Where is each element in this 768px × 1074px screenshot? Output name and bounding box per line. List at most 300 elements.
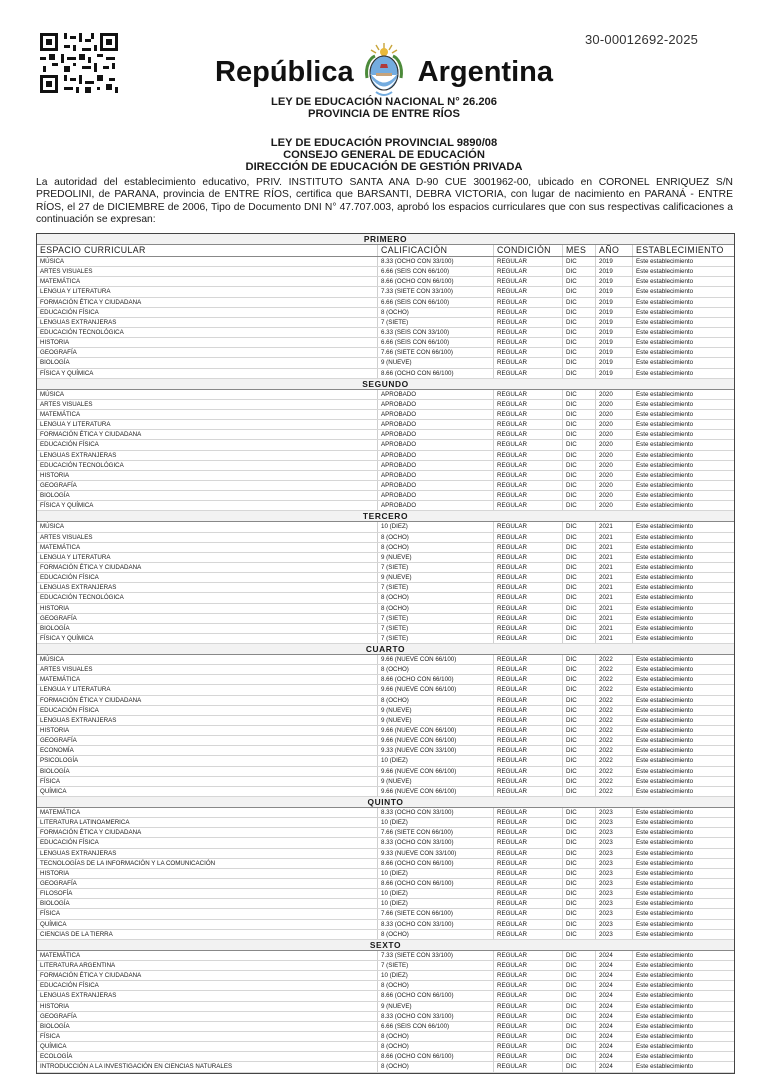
cell-year: 2023: [595, 889, 632, 898]
national-coat-of-arms-icon: [362, 40, 406, 98]
cell-year: 2022: [595, 736, 632, 745]
cell-school: Este establecimiento: [632, 543, 734, 552]
cell-condition: REGULAR: [493, 951, 562, 960]
cell-subject: FORMACIÓN ÉTICA Y CIUDADANA: [40, 298, 142, 306]
cell-year: 2022: [595, 787, 632, 796]
table-row: [37, 665, 734, 675]
cell-grade: 8.33 (OCHO CON 33/100): [377, 920, 493, 929]
cell-grade: 7 (SIETE): [377, 563, 493, 572]
cell-year: 2022: [595, 675, 632, 684]
cell-month: DIC: [562, 369, 595, 378]
cell-year: 2023: [595, 879, 632, 888]
cell-condition: REGULAR: [493, 675, 562, 684]
cell-grade: 7.66 (SIETE CON 66/100): [377, 828, 493, 837]
cell-school: Este establecimiento: [632, 777, 734, 786]
cell-school: Este establecimiento: [632, 1022, 734, 1031]
cell-year: 2019: [595, 267, 632, 276]
table-row: [37, 348, 734, 358]
cell-condition: REGULAR: [493, 604, 562, 613]
table-row: [37, 522, 734, 532]
cell-subject: ECOLOGÍA: [40, 1053, 73, 1061]
cell-school: Este establecimiento: [632, 951, 734, 960]
column-header-row: [37, 245, 734, 257]
cell-grade: 10 (DIEZ): [377, 971, 493, 980]
table-row: [37, 961, 734, 971]
cell-condition: REGULAR: [493, 624, 562, 633]
cell-grade: 10 (DIEZ): [377, 889, 493, 898]
cell-condition: REGULAR: [493, 522, 562, 531]
cell-subject: LENGUAS EXTRANJERAS: [40, 716, 117, 724]
table-row: [37, 696, 734, 706]
cell-grade: 8.33 (OCHO CON 33/100): [377, 838, 493, 847]
cell-grade: 6.66 (SEIS CON 66/100): [377, 1022, 493, 1031]
cell-school: Este establecimiento: [632, 257, 734, 266]
cell-subject: LITERATURA ARGENTINA: [40, 962, 116, 969]
cell-month: DIC: [562, 726, 595, 735]
cell-grade: 6.66 (SEIS CON 66/100): [377, 338, 493, 347]
cell-subject: HISTORIA: [40, 869, 70, 877]
cell-grade: APROBADO: [377, 400, 493, 409]
cell-month: DIC: [562, 491, 595, 500]
cell-condition: REGULAR: [493, 1002, 562, 1011]
cell-condition: REGULAR: [493, 593, 562, 602]
table-row: [37, 390, 734, 400]
cell-grade: APROBADO: [377, 440, 493, 449]
cell-month: DIC: [562, 583, 595, 592]
table-row: [37, 869, 734, 879]
table-row: [37, 706, 734, 716]
cell-school: Este establecimiento: [632, 277, 734, 286]
cell-school: Este establecimiento: [632, 930, 734, 939]
cell-year: 2022: [595, 726, 632, 735]
header-line-province: PROVINCIA DE ENTRE RÍOS: [308, 108, 460, 120]
cell-year: 2019: [595, 287, 632, 296]
cell-condition: REGULAR: [493, 1022, 562, 1031]
cell-month: DIC: [562, 787, 595, 796]
cell-subject: HISTORIA: [40, 339, 70, 347]
cell-month: DIC: [562, 736, 595, 745]
cell-month: DIC: [562, 828, 595, 837]
cell-school: Este establecimiento: [632, 971, 734, 980]
cell-year: 2022: [595, 665, 632, 674]
cell-month: DIC: [562, 1052, 595, 1061]
cell-year: 2020: [595, 410, 632, 419]
cell-month: DIC: [562, 930, 595, 939]
table-row: [37, 420, 734, 430]
cell-subject: MÚSICA: [40, 390, 65, 398]
section-header-tercero: TERCERO: [37, 511, 734, 522]
cell-school: Este establecimiento: [632, 746, 734, 755]
cell-grade: 9 (NUEVE): [377, 777, 493, 786]
table-row: [37, 767, 734, 777]
table-row: [37, 440, 734, 450]
cell-month: DIC: [562, 430, 595, 439]
cell-subject: GEOGRAFÍA: [40, 1012, 77, 1020]
cell-month: DIC: [562, 298, 595, 307]
cell-school: Este establecimiento: [632, 808, 734, 817]
table-row: [37, 328, 734, 338]
cell-year: 2021: [595, 553, 632, 562]
cell-subject: BIOLOGÍA: [40, 900, 70, 908]
cell-month: DIC: [562, 889, 595, 898]
cell-year: 2021: [595, 634, 632, 643]
cell-subject: MÚSICA: [40, 258, 65, 265]
cell-grade: 8 (OCHO): [377, 1032, 493, 1041]
cell-subject: EDUCACIÓN FÍSICA: [40, 441, 99, 449]
cell-subject: ARTES VISUALES: [40, 268, 93, 276]
cell-year: 2024: [595, 961, 632, 970]
table-row: [37, 655, 734, 665]
cell-subject: INTRODUCCIÓN A LA INVESTIGACIÓN EN CIENCIAS NATURALES: [40, 1063, 233, 1071]
cell-year: 2022: [595, 777, 632, 786]
cell-subject: FÍSICA Y QUÍMICA: [40, 369, 94, 377]
cell-school: Este establecimiento: [632, 1042, 734, 1051]
cell-condition: REGULAR: [493, 461, 562, 470]
cell-condition: REGULAR: [493, 533, 562, 542]
cell-month: DIC: [562, 716, 595, 725]
cell-condition: REGULAR: [493, 859, 562, 868]
cell-school: Este establecimiento: [632, 573, 734, 582]
cell-year: 2024: [595, 1012, 632, 1021]
table-row: [37, 369, 734, 379]
cell-subject: LENGUAS EXTRANJERAS: [40, 992, 117, 1000]
cell-school: Este establecimiento: [632, 400, 734, 409]
cell-subject: LENGUA Y LITERATURA: [40, 553, 111, 561]
cell-subject: HISTORIA: [40, 727, 70, 735]
cell-month: DIC: [562, 909, 595, 918]
cell-grade: 7 (SIETE): [377, 614, 493, 623]
cell-subject: FILOSOFÍA: [40, 890, 73, 898]
cell-school: Este establecimiento: [632, 879, 734, 888]
header-line-council: CONSEJO GENERAL DE EDUCACIÓN: [283, 149, 485, 161]
cell-condition: REGULAR: [493, 257, 562, 266]
cell-month: DIC: [562, 838, 595, 847]
cell-subject: GEOGRAFÍA: [40, 737, 77, 745]
cell-school: Este establecimiento: [632, 838, 734, 847]
table-row: [37, 624, 734, 634]
cell-month: DIC: [562, 553, 595, 562]
cell-grade: APROBADO: [377, 390, 493, 399]
cell-school: Este establecimiento: [632, 624, 734, 633]
cell-school: Este establecimiento: [632, 440, 734, 449]
cell-month: DIC: [562, 501, 595, 510]
cell-school: Este establecimiento: [632, 358, 734, 367]
cell-school: Este establecimiento: [632, 909, 734, 918]
cell-school: Este establecimiento: [632, 665, 734, 674]
cell-year: 2021: [595, 604, 632, 613]
cell-month: DIC: [562, 267, 595, 276]
table-row: [37, 501, 734, 511]
cell-subject: GEOGRAFÍA: [40, 614, 77, 622]
table-row: [37, 1002, 734, 1012]
cell-school: Este establecimiento: [632, 522, 734, 531]
cell-school: Este establecimiento: [632, 451, 734, 460]
cell-condition: REGULAR: [493, 298, 562, 307]
cell-year: 2019: [595, 358, 632, 367]
section-header-cuarto: CUARTO: [37, 644, 734, 655]
cell-year: 2023: [595, 909, 632, 918]
cell-school: Este establecimiento: [632, 899, 734, 908]
cell-subject: GEOGRAFÍA: [40, 349, 77, 357]
cell-month: DIC: [562, 400, 595, 409]
table-row: [37, 491, 734, 501]
cell-school: Este establecimiento: [632, 348, 734, 357]
cell-school: Este establecimiento: [632, 787, 734, 796]
cell-subject: BIOLOGÍA: [40, 624, 70, 632]
cell-month: DIC: [562, 358, 595, 367]
cell-school: Este establecimiento: [632, 267, 734, 276]
cell-condition: REGULAR: [493, 277, 562, 286]
cell-month: DIC: [562, 318, 595, 327]
cell-school: Este establecimiento: [632, 920, 734, 929]
cell-year: 2021: [595, 533, 632, 542]
cell-condition: REGULAR: [493, 348, 562, 357]
cell-grade: APROBADO: [377, 491, 493, 500]
cell-year: 2022: [595, 655, 632, 664]
table-row: [37, 400, 734, 410]
cell-condition: REGULAR: [493, 991, 562, 1000]
cell-subject: LENGUAS EXTRANJERAS: [40, 318, 117, 326]
cell-month: DIC: [562, 1022, 595, 1031]
cell-subject: QUÍMICA: [40, 1043, 67, 1051]
table-row: [37, 634, 734, 644]
cell-subject: FORMACIÓN ÉTICA Y CIUDADANA: [40, 563, 142, 571]
cell-school: Este establecimiento: [632, 593, 734, 602]
title-word-right: Argentina: [417, 56, 553, 88]
cell-school: Este establecimiento: [632, 338, 734, 347]
cell-year: 2024: [595, 1032, 632, 1041]
cell-school: Este establecimiento: [632, 716, 734, 725]
table-row: [37, 298, 734, 308]
cell-month: DIC: [562, 1042, 595, 1051]
section-header-quinto: QUINTO: [37, 797, 734, 808]
cell-month: DIC: [562, 277, 595, 286]
cell-grade: APROBADO: [377, 451, 493, 460]
cell-year: 2020: [595, 471, 632, 480]
cell-month: DIC: [562, 808, 595, 817]
cell-month: DIC: [562, 675, 595, 684]
table-row: [37, 481, 734, 491]
table-row: [37, 451, 734, 461]
cell-school: Este establecimiento: [632, 767, 734, 776]
cell-school: Este establecimiento: [632, 655, 734, 664]
cell-month: DIC: [562, 451, 595, 460]
section-header-segundo: SEGUNDO: [37, 379, 734, 390]
header-line-direction: DIRECCIÓN DE EDUCACIÓN DE GESTIÓN PRIVADA: [245, 161, 523, 173]
table-row: [37, 410, 734, 420]
cell-school: Este establecimiento: [632, 869, 734, 878]
cell-month: DIC: [562, 522, 595, 531]
cell-grade: 9 (NUEVE): [377, 553, 493, 562]
table-row: [37, 716, 734, 726]
table-row: [37, 471, 734, 481]
table-row: [37, 951, 734, 961]
table-row: [37, 726, 734, 736]
cell-school: Este establecimiento: [632, 410, 734, 419]
cell-grade: 9.66 (NUEVE CON 66/100): [377, 685, 493, 694]
cell-month: DIC: [562, 920, 595, 929]
cell-subject: GEOGRAFÍA: [40, 880, 77, 888]
cell-grade: 9.66 (NUEVE CON 66/100): [377, 767, 493, 776]
cell-grade: 8.33 (OCHO CON 33/100): [377, 1012, 493, 1021]
cell-year: 2022: [595, 696, 632, 705]
cell-grade: 8 (OCHO): [377, 533, 493, 542]
table-row: [37, 1012, 734, 1022]
cell-subject: FORMACIÓN ÉTICA Y CIUDADANA: [40, 829, 142, 837]
title-word-left: República: [215, 56, 354, 88]
cell-grade: 7 (SIETE): [377, 318, 493, 327]
cell-month: DIC: [562, 756, 595, 765]
cell-year: 2019: [595, 277, 632, 286]
cell-grade: 9 (NUEVE): [377, 573, 493, 582]
cell-grade: 7.66 (SIETE CON 66/100): [377, 348, 493, 357]
cell-grade: APROBADO: [377, 481, 493, 490]
table-row: [37, 1042, 734, 1052]
section-header-primero: PRIMERO: [37, 234, 734, 245]
cell-subject: BIOLOGÍA: [40, 359, 70, 367]
table-row: [37, 859, 734, 869]
cell-condition: REGULAR: [493, 818, 562, 827]
cell-subject: HISTORIA: [40, 604, 70, 612]
table-row: [37, 981, 734, 991]
table-row: [37, 746, 734, 756]
cell-condition: REGULAR: [493, 358, 562, 367]
cell-school: Este establecimiento: [632, 553, 734, 562]
cell-month: DIC: [562, 971, 595, 980]
cell-month: DIC: [562, 604, 595, 613]
table-row: [37, 604, 734, 614]
section-header-sexto: SEXTO: [37, 940, 734, 951]
cell-month: DIC: [562, 593, 595, 602]
cell-school: Este establecimiento: [632, 961, 734, 970]
cell-condition: REGULAR: [493, 410, 562, 419]
cell-condition: REGULAR: [493, 1032, 562, 1041]
cell-year: 2021: [595, 614, 632, 623]
cell-school: Este establecimiento: [632, 706, 734, 715]
cell-condition: REGULAR: [493, 899, 562, 908]
cell-subject: MATEMÁTICA: [40, 951, 81, 959]
cell-year: 2020: [595, 501, 632, 510]
cell-subject: MATEMÁTICA: [40, 410, 81, 418]
table-row: [37, 1052, 734, 1062]
cell-month: DIC: [562, 1062, 595, 1071]
cell-subject: LENGUA Y LITERATURA: [40, 686, 111, 694]
cell-subject: ARTES VISUALES: [40, 533, 93, 541]
cell-month: DIC: [562, 634, 595, 643]
cell-year: 2019: [595, 348, 632, 357]
cell-grade: 8.33 (OCHO CON 33/100): [377, 257, 493, 266]
cell-grade: 8 (OCHO): [377, 930, 493, 939]
cell-school: Este establecimiento: [632, 1012, 734, 1021]
cell-school: Este establecimiento: [632, 849, 734, 858]
cell-subject: EDUCACIÓN FÍSICA: [40, 839, 99, 847]
table-row: [37, 808, 734, 818]
cell-year: 2024: [595, 1022, 632, 1031]
cell-year: 2024: [595, 1052, 632, 1061]
cell-condition: REGULAR: [493, 420, 562, 429]
table-row: [37, 879, 734, 889]
cell-year: 2023: [595, 920, 632, 929]
cell-condition: REGULAR: [493, 634, 562, 643]
cell-year: 2023: [595, 899, 632, 908]
table-row: [37, 553, 734, 563]
cell-condition: REGULAR: [493, 1062, 562, 1071]
header-line-law-national: LEY DE EDUCACIÓN NACIONAL N° 26.206: [271, 96, 497, 108]
cell-condition: REGULAR: [493, 920, 562, 929]
cell-school: Este establecimiento: [632, 1062, 734, 1071]
cell-grade: 8.66 (OCHO CON 66/100): [377, 369, 493, 378]
cell-grade: APROBADO: [377, 410, 493, 419]
cell-grade: 9 (NUEVE): [377, 1002, 493, 1011]
cell-subject: FÍSICA: [40, 910, 60, 918]
cell-condition: REGULAR: [493, 665, 562, 674]
cell-grade: 7 (SIETE): [377, 634, 493, 643]
cell-school: Este establecimiento: [632, 736, 734, 745]
cell-subject: EDUCACIÓN TECNOLÓGICA: [40, 461, 124, 469]
cell-school: Este establecimiento: [632, 501, 734, 510]
cell-subject: HISTORIA: [40, 1002, 70, 1010]
cell-grade: APROBADO: [377, 461, 493, 470]
table-row: [37, 338, 734, 348]
cell-subject: BIOLOGÍA: [40, 767, 70, 775]
cell-grade: APROBADO: [377, 501, 493, 510]
cell-grade: 8.66 (OCHO CON 66/100): [377, 1052, 493, 1061]
cell-month: DIC: [562, 348, 595, 357]
table-row: [37, 267, 734, 277]
cell-school: Este establecimiento: [632, 481, 734, 490]
cell-condition: REGULAR: [493, 777, 562, 786]
cell-subject: LENGUA Y LITERATURA: [40, 288, 111, 296]
table-row: [37, 318, 734, 328]
cell-month: DIC: [562, 991, 595, 1000]
cell-year: 2023: [595, 849, 632, 858]
cell-grade: 8 (OCHO): [377, 981, 493, 990]
cell-condition: REGULAR: [493, 563, 562, 572]
cell-grade: 8.66 (OCHO CON 66/100): [377, 879, 493, 888]
cell-year: 2020: [595, 461, 632, 470]
cell-subject: ECONOMÍA: [40, 747, 74, 755]
table-row: [37, 685, 734, 695]
cell-grade: 7 (SIETE): [377, 624, 493, 633]
cell-grade: 10 (DIEZ): [377, 899, 493, 908]
cell-school: Este establecimiento: [632, 981, 734, 990]
cell-condition: REGULAR: [493, 696, 562, 705]
cell-month: DIC: [562, 1032, 595, 1041]
cell-condition: REGULAR: [493, 808, 562, 817]
cell-condition: REGULAR: [493, 501, 562, 510]
cell-grade: 8 (OCHO): [377, 593, 493, 602]
cell-month: DIC: [562, 563, 595, 572]
cell-condition: REGULAR: [493, 767, 562, 776]
cell-subject: EDUCACIÓN TECNOLÓGICA: [40, 328, 124, 336]
cell-subject: FÍSICA Y QUÍMICA: [40, 634, 94, 642]
cell-condition: REGULAR: [493, 981, 562, 990]
cell-year: 2024: [595, 971, 632, 980]
cell-condition: REGULAR: [493, 685, 562, 694]
cell-subject: MATEMÁTICA: [40, 278, 81, 286]
cell-year: 2019: [595, 308, 632, 317]
cell-subject: LENGUA Y LITERATURA: [40, 421, 111, 429]
cell-condition: REGULAR: [493, 961, 562, 970]
cell-grade: 10 (DIEZ): [377, 522, 493, 531]
cell-subject: HISTORIA: [40, 471, 70, 479]
cell-year: 2021: [595, 583, 632, 592]
cell-condition: REGULAR: [493, 614, 562, 623]
cell-grade: 8 (OCHO): [377, 604, 493, 613]
cell-grade: 8.66 (OCHO CON 66/100): [377, 991, 493, 1000]
cell-condition: REGULAR: [493, 430, 562, 439]
cell-month: DIC: [562, 655, 595, 664]
